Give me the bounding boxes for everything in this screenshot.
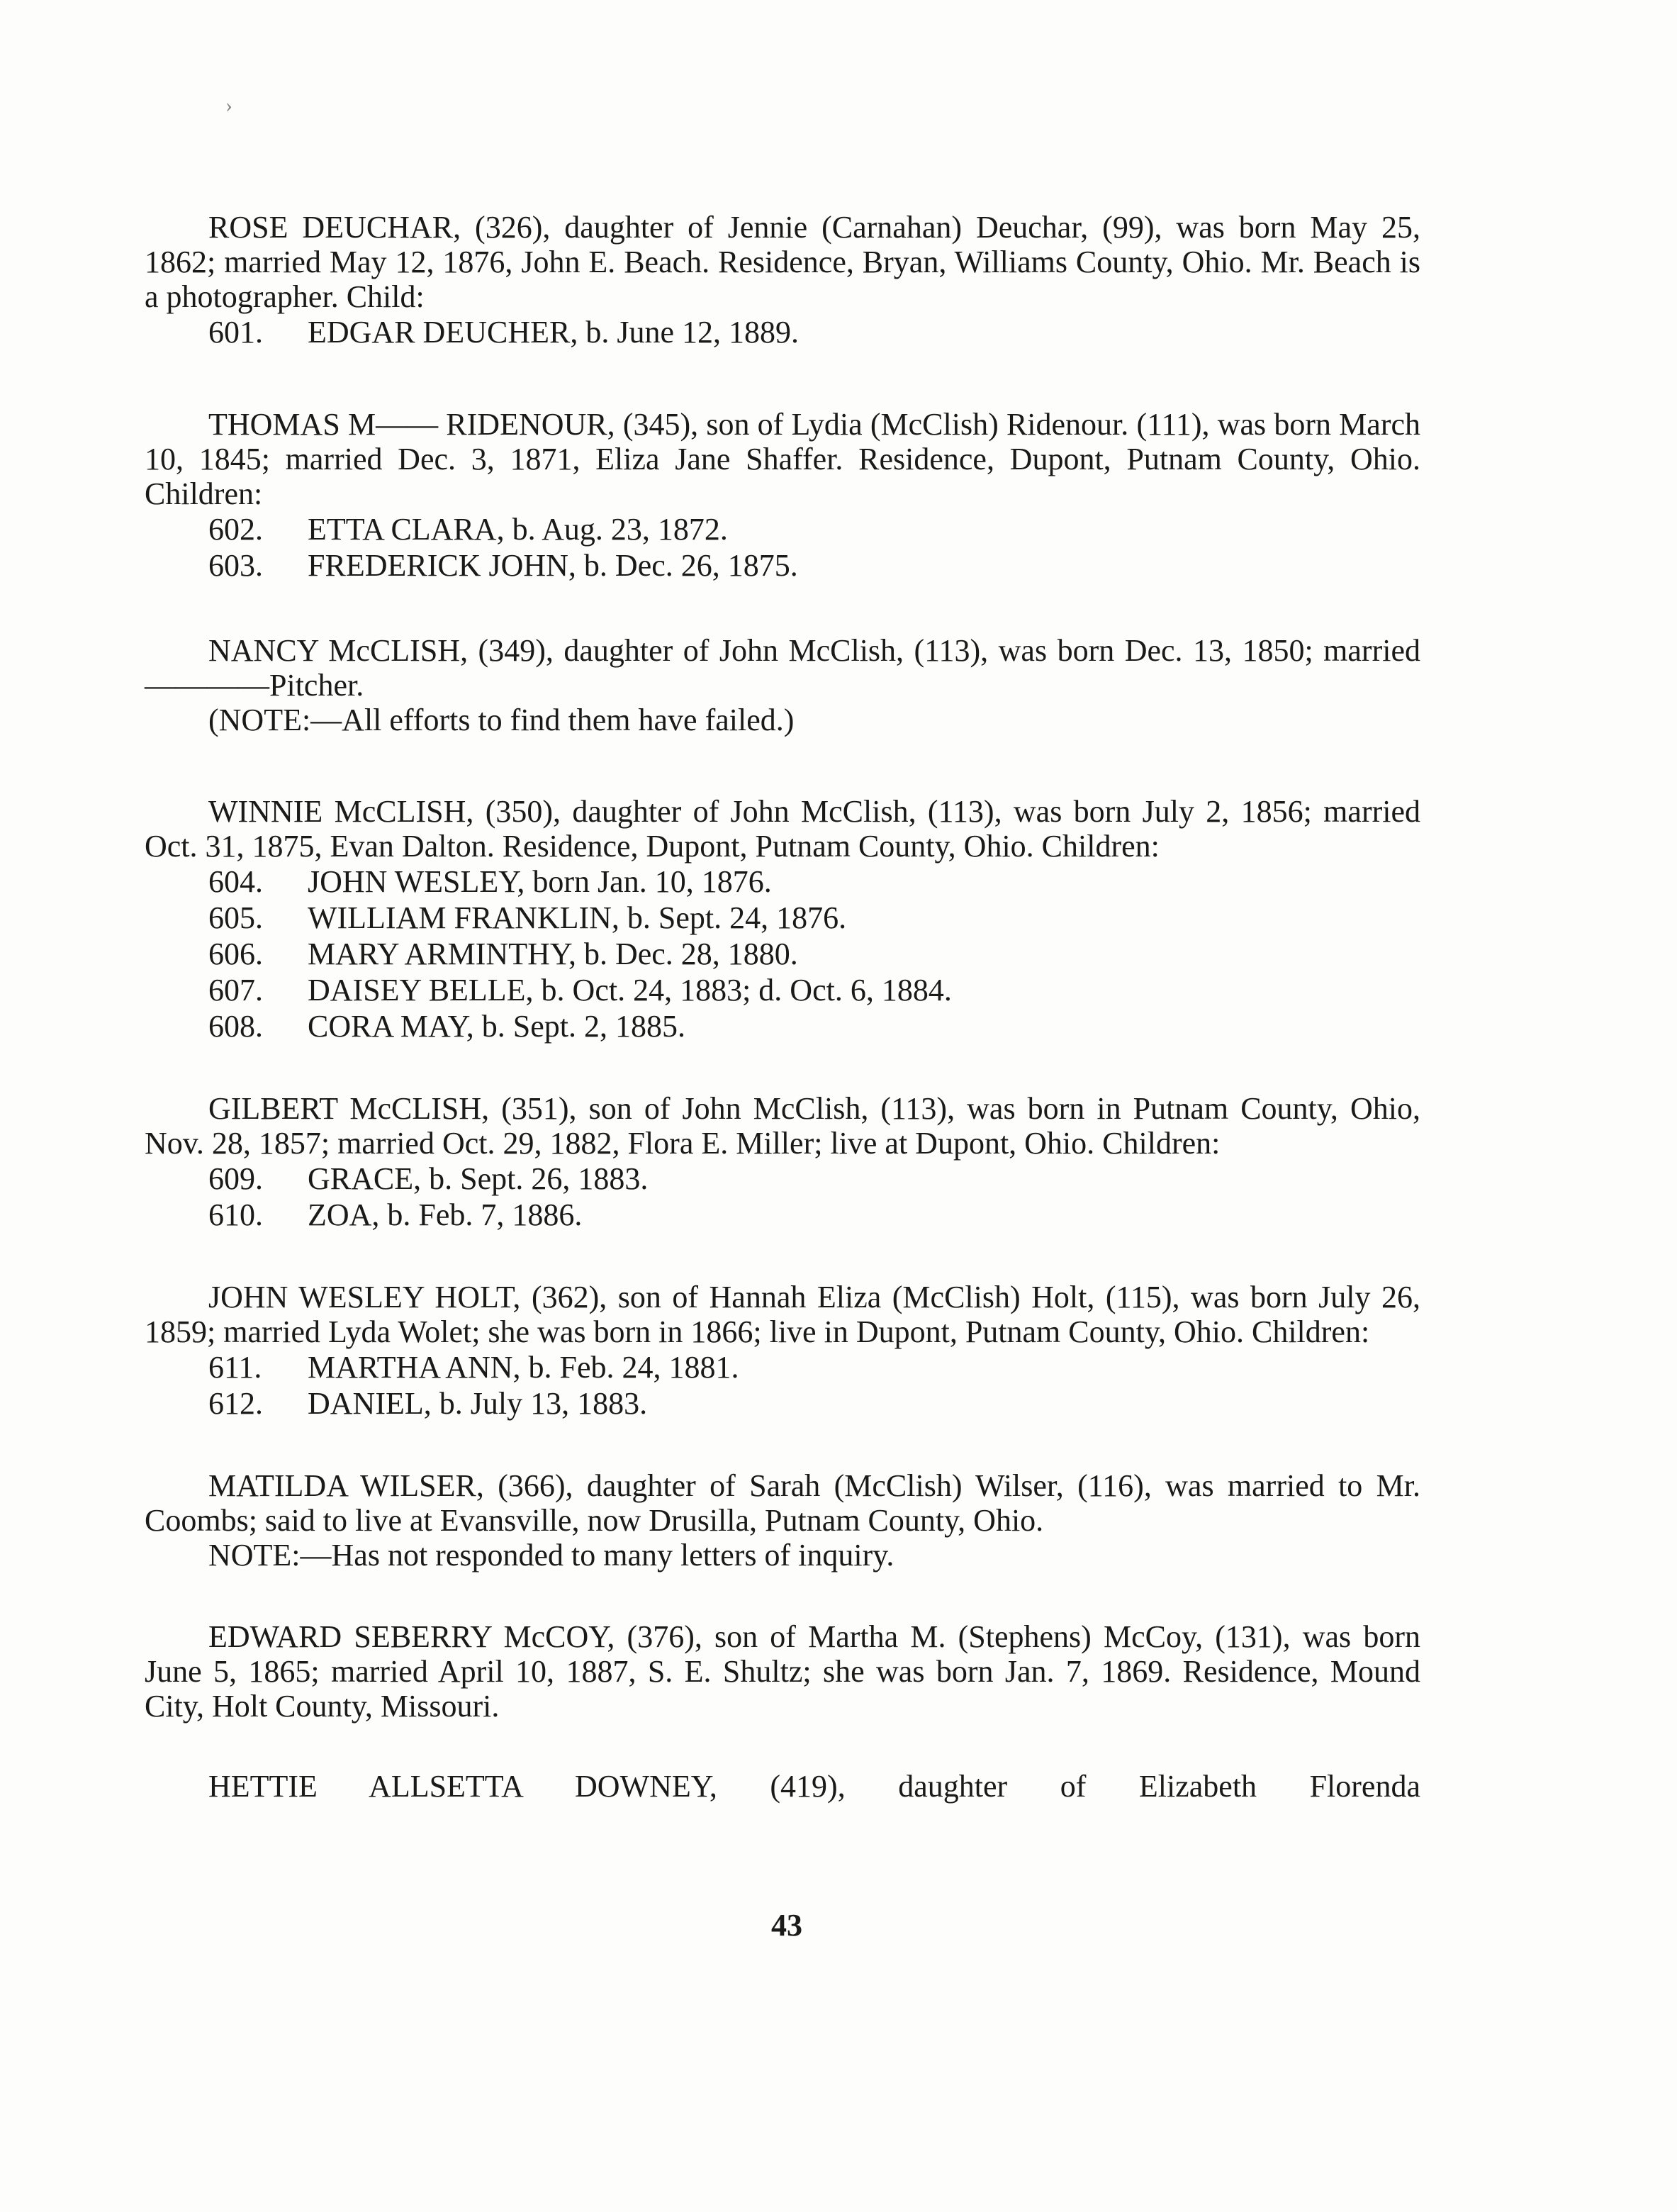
child-text: FREDERICK JOHN, b. Dec. 26, 1875. xyxy=(308,548,798,583)
child-item xyxy=(145,1161,1420,1197)
entry-matilda-wilser xyxy=(145,1468,1420,1573)
stray-mark: › xyxy=(225,94,232,117)
child-item xyxy=(145,547,1420,583)
child-text: DAISEY BELLE, b. Oct. 24, 1883; d. Oct. 6, 1884. xyxy=(308,973,952,1007)
child-number: 603. xyxy=(208,548,263,583)
entry-paragraph: THOMAS M—— RIDENOUR, (345), son of Lydia (McClish) Ridenour. (111), was born March 10, 1845; married Dec. 3, 1871, Eliza Jane Shaffer. Residence, Dupont, Putnam County, Ohio. Children: xyxy=(145,407,1420,511)
child-text: MARY ARMINTHY, b. Dec. 28, 1880. xyxy=(308,937,798,971)
entry-nancy-mcclish xyxy=(145,633,1420,737)
child-number: 608. xyxy=(208,1009,263,1044)
child-item xyxy=(145,1349,1420,1385)
entry-paragraph: ROSE DEUCHAR, (326), daughter of Jennie (Carnahan) Deuchar, (99), was born May 25, 1862; married May 12, 1876, John E. Beach. Residence, Bryan, Williams County, Ohio. Mr. Beach is a photographer. Child: xyxy=(145,210,1420,314)
child-number: 601. xyxy=(208,315,263,350)
child-item xyxy=(145,314,1420,350)
child-number: 605. xyxy=(208,900,263,935)
entry-edward-mccoy xyxy=(145,1619,1420,1724)
child-text: CORA MAY, b. Sept. 2, 1885. xyxy=(308,1009,686,1044)
child-number: 604. xyxy=(208,864,263,899)
child-item xyxy=(145,511,1420,547)
entry-winnie-mcclish xyxy=(145,794,1420,1044)
entry-paragraph: JOHN WESLEY HOLT, (362), son of Hannah Eliza (McClish) Holt, (115), was born July 26, 1859; married Lyda Wolet; she was born in 1866; live in Dupont, Putnam County, Ohio. Children: xyxy=(145,1280,1420,1349)
entry-gilbert-mcclish xyxy=(145,1091,1420,1233)
entry-paragraph: EDWARD SEBERRY McCOY, (376), son of Martha M. (Stephens) McCoy, (131), was born June 5, 1865; married April 10, 1887, S. E. Shultz; she was born Jan. 7, 1869. Residence, Mound City, Holt County, Missouri. xyxy=(145,1619,1420,1724)
child-text: DANIEL, b. July 13, 1883. xyxy=(308,1386,648,1421)
child-number: 611. xyxy=(208,1350,262,1385)
child-item xyxy=(145,900,1420,936)
child-text: JOHN WESLEY, born Jan. 10, 1876. xyxy=(308,864,772,899)
child-text: ETTA CLARA, b. Aug. 23, 1872. xyxy=(308,512,728,547)
child-text: WILLIAM FRANKLIN, b. Sept. 24, 1876. xyxy=(308,900,847,935)
child-number: 610. xyxy=(208,1197,263,1232)
child-number: 612. xyxy=(208,1386,263,1421)
entry-paragraph: WINNIE McCLISH, (350), daughter of John McClish, (113), was born July 2, 1856; married Oct. 31, 1875, Evan Dalton. Residence, Dupont, Putnam County, Ohio. Children: xyxy=(145,794,1420,864)
child-item xyxy=(145,864,1420,900)
child-number: 606. xyxy=(208,937,263,971)
entry-paragraph: GILBERT McCLISH, (351), son of John McClish, (113), was born in Putnam County, Ohio, Nov. 28, 1857; married Oct. 29, 1882, Flora E. Miller; live at Dupont, Ohio. Children: xyxy=(145,1091,1420,1161)
child-number: 602. xyxy=(208,512,263,547)
entry-paragraph: HETTIE ALLSETTA DOWNEY, (419), daughter of Elizabeth Florenda xyxy=(208,1769,1420,1804)
child-item xyxy=(145,1008,1420,1044)
child-text: GRACE, b. Sept. 26, 1883. xyxy=(308,1161,649,1196)
child-item xyxy=(145,1385,1420,1421)
entry-john-wesley-holt xyxy=(145,1280,1420,1421)
child-item xyxy=(145,1197,1420,1233)
child-number: 607. xyxy=(208,973,263,1007)
page-number: 43 xyxy=(771,1908,802,1943)
entry-note: (NOTE:—All efforts to find them have failed.) xyxy=(208,703,795,737)
child-number: 609. xyxy=(208,1161,263,1196)
child-item xyxy=(145,972,1420,1008)
child-text: EDGAR DEUCHER, b. June 12, 1889. xyxy=(308,315,799,350)
entry-note: NOTE:—Has not responded to many letters of inquiry. xyxy=(208,1538,894,1573)
child-text: ZOA, b. Feb. 7, 1886. xyxy=(308,1197,583,1232)
entry-paragraph: MATILDA WILSER, (366), daughter of Sarah (McClish) Wilser, (116), was married to Mr. Coombs; said to live at Evansville, now Drusilla, Putnam County, Ohio. xyxy=(145,1468,1420,1538)
entry-hettie-downey xyxy=(145,1769,1420,1804)
entry-rose-deuchar xyxy=(145,210,1420,350)
document-body xyxy=(145,210,1420,1804)
entry-paragraph: NANCY McCLISH, (349), daughter of John McClish, (113), was born Dec. 13, 1850; married————Pitcher. xyxy=(145,633,1420,703)
child-item xyxy=(145,936,1420,972)
entry-thomas-ridenour xyxy=(145,407,1420,583)
child-text: MARTHA ANN, b. Feb. 24, 1881. xyxy=(308,1350,739,1385)
